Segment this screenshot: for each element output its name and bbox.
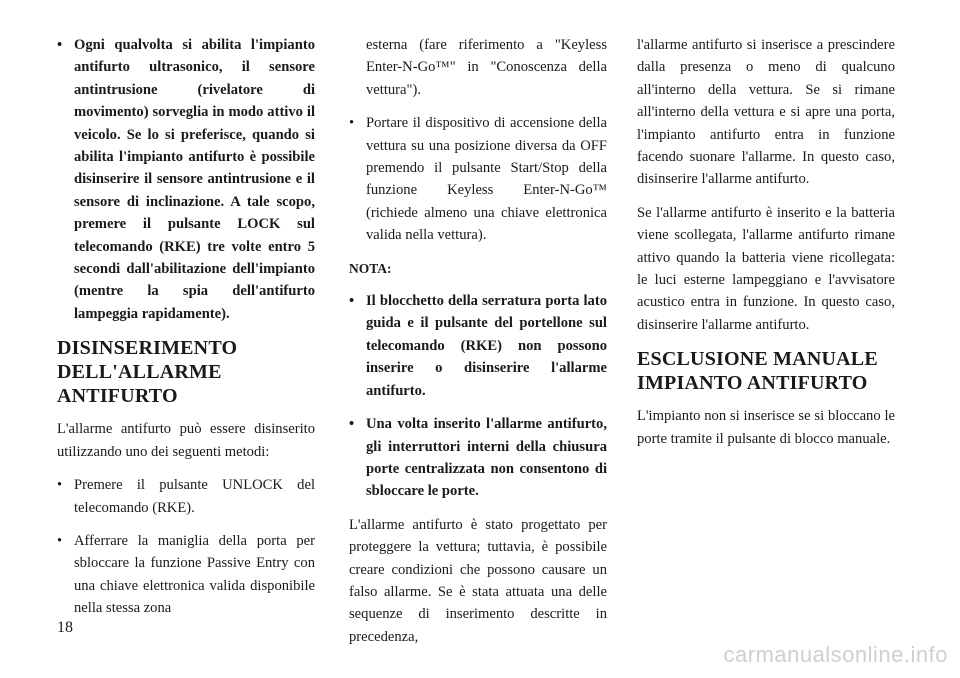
watermark: carmanualsonline.info (723, 642, 948, 667)
note-bullet-interior-switches (349, 413, 607, 503)
bullet-unlock (57, 474, 315, 519)
note-bullet-lock-cylinder-text: Il blocchetto della serratura porta lato guida e il pulsante del portellone sul telecomando (RKE) non possono inserire o disinserire l'allarme antifurto. (366, 293, 607, 399)
bullet-dot: • (349, 416, 355, 433)
bullet-dot: • (349, 115, 355, 132)
false-alarm-paragraph: L'allarme antifurto è stato progettato per proteggere la vettura; tuttavia, è possibile creare condizioni che possono causare un falso allarme. Se è stata attuata una delle sequenze di inserimento descritte in precedenza, (349, 516, 607, 645)
heading-disarm: DISINSERIMENTO DELL'ALLARME ANTIFURTO (57, 337, 238, 408)
bullet-ignition-text: Portare il dispositivo di accensione della vettura su una posizione diversa da OFF premendo il pulsante Start/Stop della funzione Keyless Enter-N-Go™ (richiede almeno una chiave elettronica valida nella vettura). (366, 115, 607, 244)
note-bullet-lock-cylinder (349, 290, 607, 402)
bullet-ignition (349, 112, 607, 246)
column-2 (349, 34, 607, 648)
column-3 (637, 34, 895, 461)
page-number: 18 (57, 619, 73, 636)
bullet-dot: • (57, 37, 63, 53)
column-1 (57, 34, 315, 620)
note-label: NOTA: (349, 260, 392, 276)
bullet-door-handle-text: Afferrare la maniglia della porta per sbloccare la funzione Passive Entry con una chiave elettronica valida disponibile nella stessa zona (74, 532, 315, 617)
battery-paragraph: Se l'allarme antifurto è inserito e la batteria viene scollegata, l'allarme antifurto rimane attivo quando la batteria viene ricollegata: le luci esterne lampeggiano e l'avvisatore acustico entra in funzione. In questo caso, disinserire l'allarme antifurto. (637, 204, 895, 333)
bullet-ultrasonic-text: Ogni qualvolta si abilita l'impianto antifurto ultrasonico, il sensore antintrusione (rivelatore di movimento) sorveglia in modo attivo il veicolo. Se lo si preferisce, quando si abilita l'impianto antifurto è possibile disinserire il sensore antintrusione e il sensore di inclinazione. A tale scopo, premere il pulsante LOCK sul telecomando (RKE) tre volte entro 5 secondi dall'abilitazione dell'impianto (mentre la spia dell'antifurto lampeggia rapidamente). (74, 37, 315, 322)
heading-manual-override: ESCLUSIONE MANUALE IMPIANTO ANTIFURTO (637, 348, 878, 395)
disarm-intro: L'allarme antifurto può essere disinserito utilizzando uno dei seguenti metodi: (57, 421, 315, 460)
false-alarm-paragraph-continued: l'allarme antifurto si inserisce a prescindere dalla presenza o meno di qualcuno all'interno della vettura. Se si rimane all'interno della vettura e si apre una porta, l'impianto antifurto entra in funzione facendo suonare l'allarme. In questo caso, disinserire l'allarme antifurto. (637, 37, 895, 188)
bullet-unlock-text: Premere il pulsante UNLOCK del telecomando (RKE). (74, 477, 315, 516)
bullet-dot: • (57, 532, 63, 549)
note-bullet-interior-switches-text: Una volta inserito l'allarme antifurto, gli interruttori interni della chiusura porte centralizzata non consentono di sbloccare le porte. (366, 416, 607, 500)
bullet-door-handle-continued: esterna (fare riferimento a "Keyless Enter-N-Go™" in "Conoscenza della vettura"). (366, 37, 607, 98)
manual-lock-paragraph: L'impianto non si inserisce se si bloccano le porte tramite il pulsante di blocco manuale. (637, 408, 895, 447)
bullet-ultrasonic-alarm (57, 34, 315, 325)
bullet-dot: • (57, 477, 63, 494)
bullet-door-handle (57, 530, 315, 620)
bullet-dot: • (349, 293, 355, 310)
